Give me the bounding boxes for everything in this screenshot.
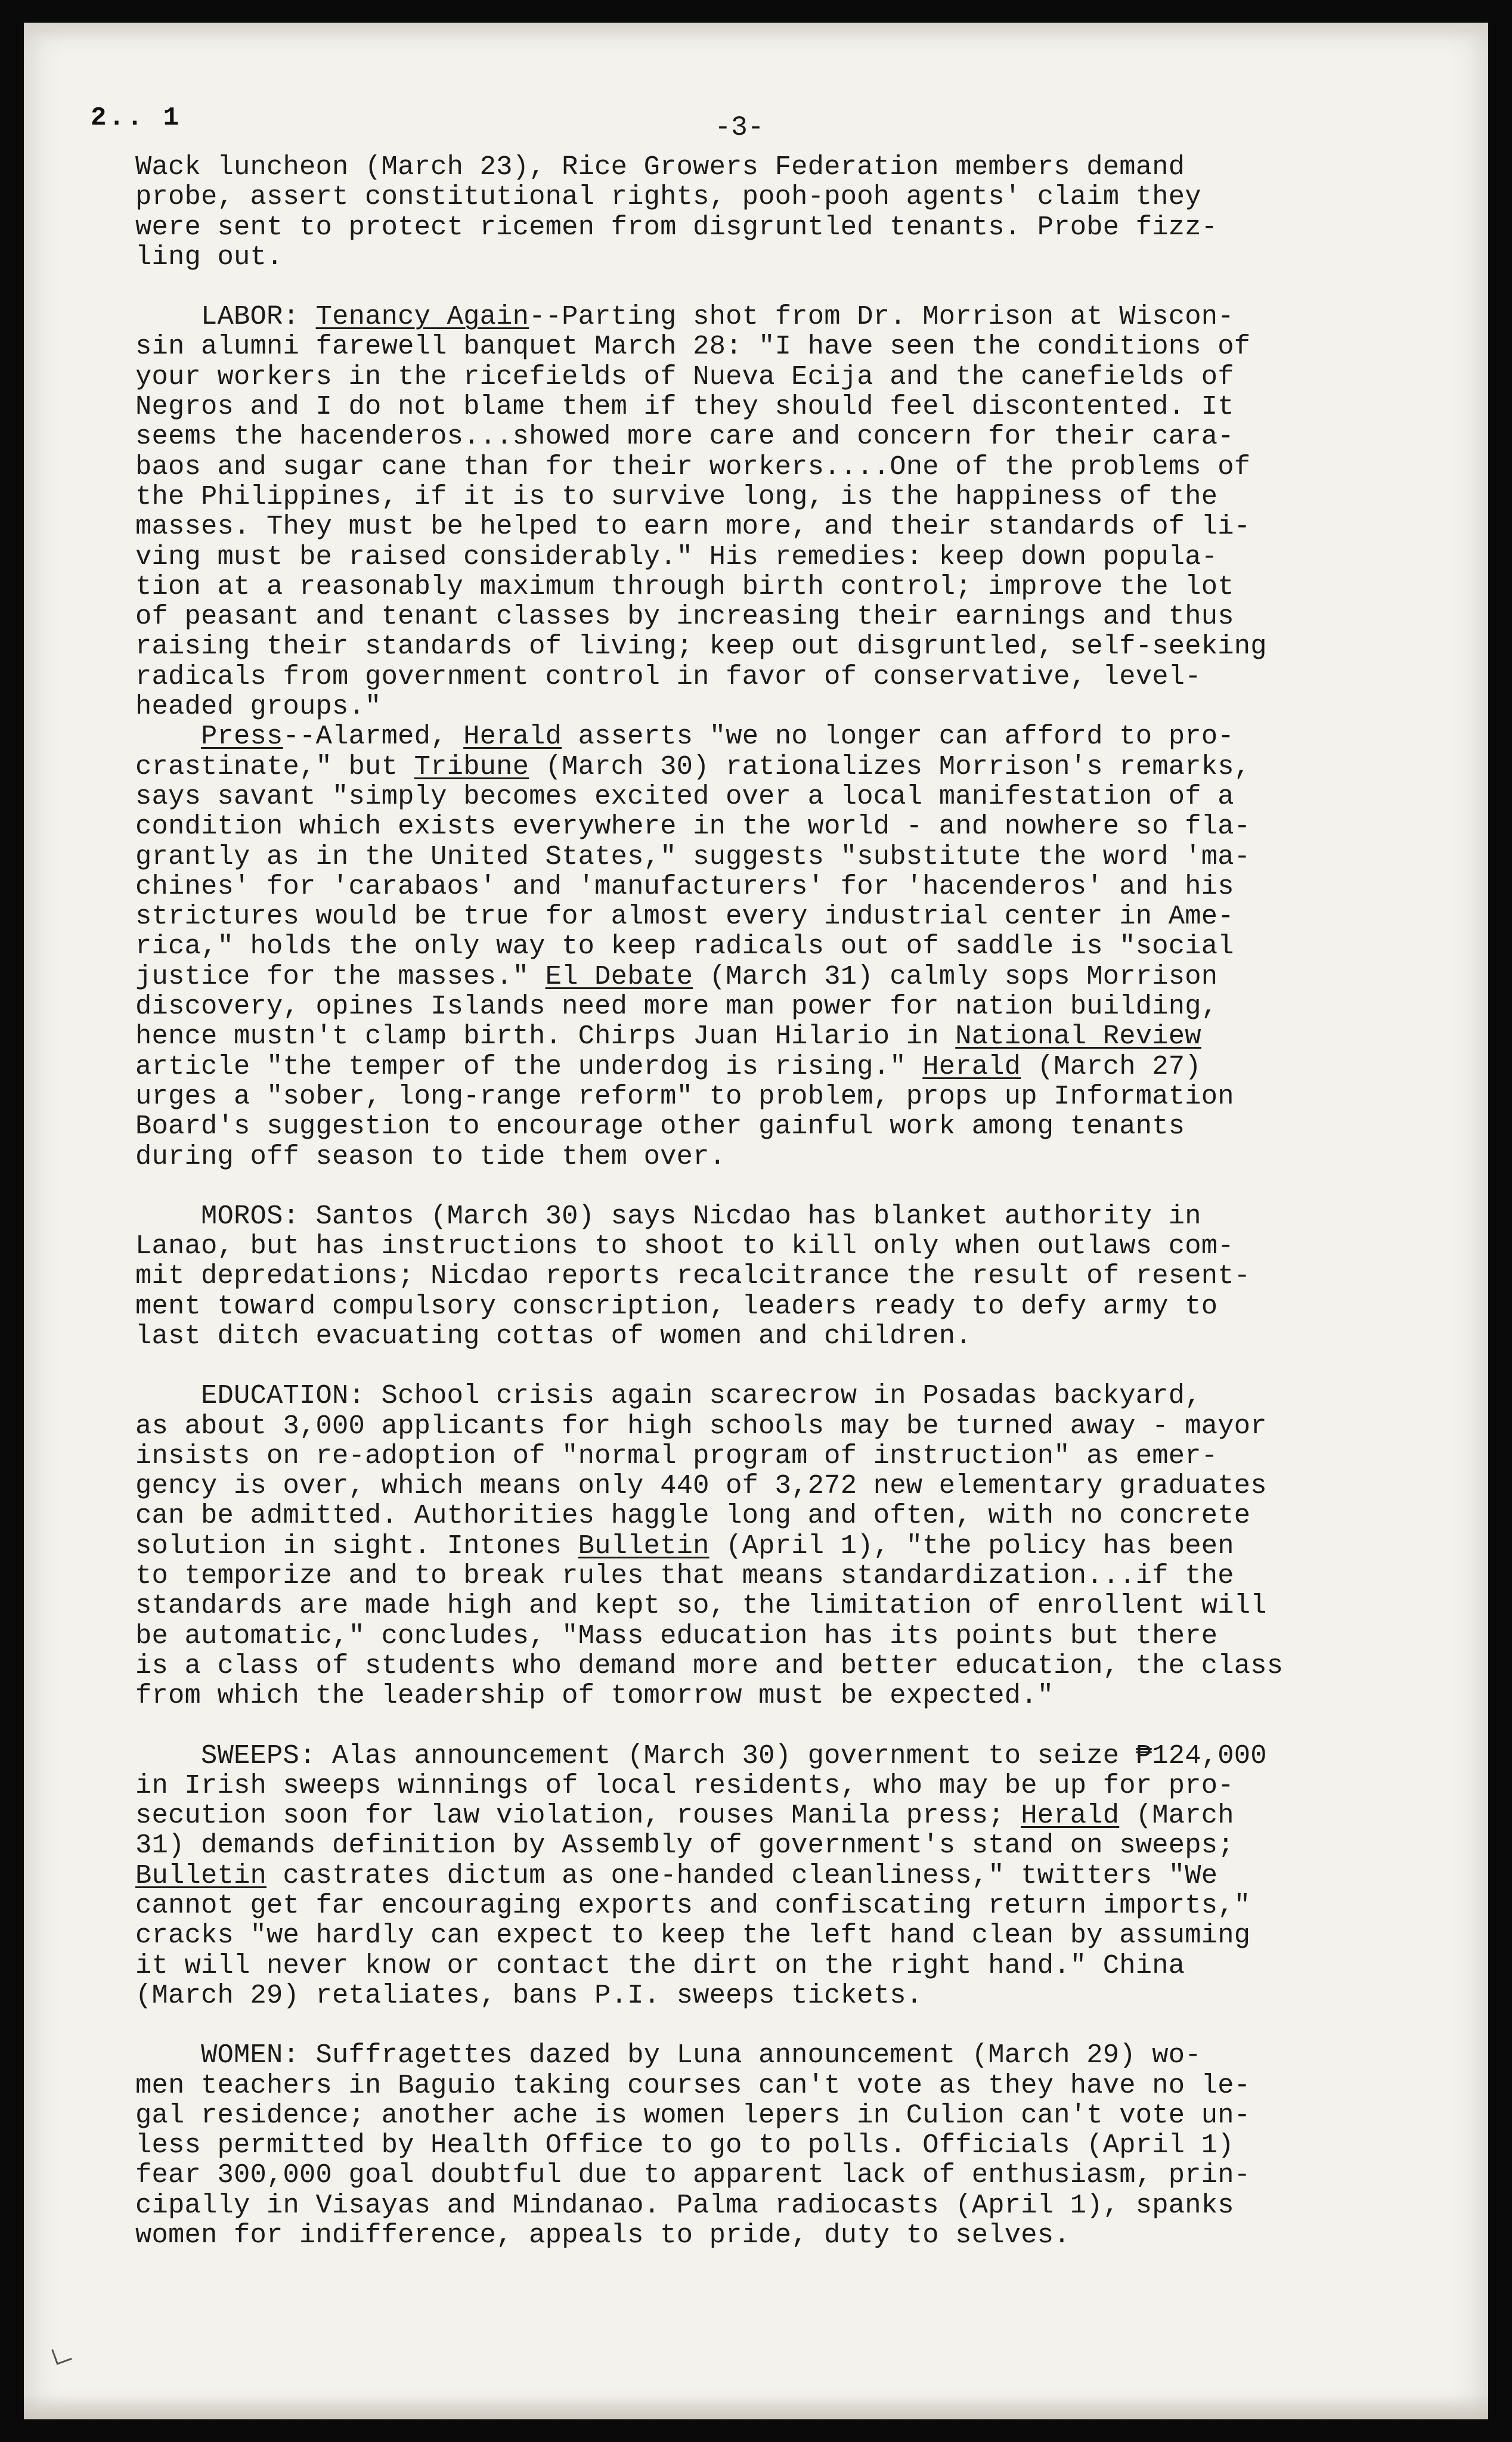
text-line (135, 1920, 1447, 1950)
text-line (135, 1142, 1447, 1172)
text-line (135, 1501, 1447, 1530)
text-line (135, 152, 1447, 182)
text-run: be automatic," concludes, "Mass education has its points but there (135, 1620, 1218, 1651)
text-run: WOMEN: Suffragettes dazed by Luna announcement (March 29) wo- (135, 2040, 1201, 2071)
document-body (135, 152, 1447, 2250)
text-run: (March 29) retaliates, bans P.I. sweeps tickets. (135, 1979, 923, 2011)
text-line (135, 2220, 1447, 2250)
text-line (135, 1861, 1447, 1891)
text-line (135, 1621, 1447, 1651)
text-line (135, 242, 1447, 272)
text-line (135, 362, 1447, 392)
text-run: hence mustn't clamp birth. Chirps Juan Hilario in (135, 1021, 956, 1052)
paragraph-spacer (135, 1711, 1447, 1741)
text-run: 31) demands definition by Assembly of government's stand on sweeps; (135, 1830, 1234, 1861)
text-line (135, 872, 1447, 901)
text-run: secution soon for law violation, rouses Manila press; (135, 1800, 1021, 1832)
text-line (135, 1231, 1447, 1261)
text-run: --Parting shot from Dr. Morrison at Wiscon- (529, 301, 1234, 333)
text-line (135, 1561, 1447, 1591)
text-run: (March 31) calmly sops Morrison (693, 960, 1218, 992)
underlined-title: Herald (463, 721, 562, 752)
text-line (135, 631, 1447, 661)
text-run: grantly as in the United States," suggests "substitute the word 'ma- (135, 841, 1251, 872)
text-run: sin alumni farewell banquet March 28: "I have seen the conditions of (135, 331, 1251, 362)
text-run: probe, assert constitutional rights, pooh-pooh agents' claim they (135, 181, 1201, 213)
text-line (135, 1441, 1447, 1471)
text-line (135, 452, 1447, 482)
text-run: less permitted by Health Office to go to polls. Officials (April 1) (135, 2130, 1234, 2161)
text-run: SWEEPS: Alas announcement (March 30) government to seize ₱124,000 (135, 1740, 1267, 1771)
underlined-title: Bulletin (135, 1860, 267, 1891)
text-line (135, 901, 1447, 931)
text-run: is a class of students who demand more and better education, the class (135, 1650, 1284, 1681)
text-line (135, 1951, 1447, 1981)
text-run: fear 300,000 goal doubtful due to apparent lack of enthusiasm, prin- (135, 2159, 1251, 2191)
text-run: cannot get far encouraging exports and confiscating return imports," (135, 1890, 1251, 1922)
paragraph-sweeps (135, 1741, 1447, 2011)
text-line (135, 1681, 1447, 1710)
text-run: of peasant and tenant classes by increasing their earnings and thus (135, 601, 1234, 633)
text-run: MOROS: Santos (March 30) says Nicdao has blanket authority in (135, 1200, 1201, 1232)
text-line (135, 1081, 1447, 1111)
text-run: Lanao, but has instructions to shoot to kill only when outlaws com- (135, 1231, 1234, 1262)
text-run: --Alarmed, (283, 721, 464, 752)
paragraph-spacer (135, 1351, 1447, 1381)
text-run: urges a "sober, long-range reform" to problem, props up Information (135, 1080, 1234, 1112)
text-run: last ditch evacuating cottas of women and children. (135, 1320, 972, 1352)
text-run: chines' for 'carabaos' and 'manufacturers' for 'hacenderos' and his (135, 870, 1234, 902)
paragraph-moros (135, 1201, 1447, 1351)
text-run: raising their standards of living; keep out disgruntled, self-seeking (135, 631, 1267, 662)
text-run: from which the leadership of tomorrow must be expected." (135, 1680, 1054, 1712)
text-line (135, 1381, 1447, 1411)
text-run: masses. They must be helped to earn more, and their standards of li- (135, 511, 1251, 543)
text-run: justice for the masses." (135, 960, 546, 992)
text-run: insists on re-adoption of "normal program of instruction" as emer- (135, 1440, 1218, 1471)
text-run: says savant "simply becomes excited over a local manifestation of a (135, 780, 1234, 812)
text-line (135, 1591, 1447, 1620)
text-run: it will never know or contact the dirt on the right hand." China (135, 1950, 1185, 1981)
text-line (135, 2130, 1447, 2160)
text-run: women for indifference, appeals to pride, duty to selves. (135, 2220, 1070, 2251)
text-line (135, 811, 1447, 841)
text-line (135, 1651, 1447, 1681)
paragraph-education (135, 1381, 1447, 1710)
text-run: men teachers in Baguio taking courses can't vote as they have no le- (135, 2069, 1251, 2101)
text-line (135, 1531, 1447, 1561)
text-run: ment toward compulsory conscription, leaders ready to defy army to (135, 1290, 1218, 1322)
text-run: standards are made high and kept so, the limitation of enrollent will (135, 1590, 1267, 1622)
text-line (135, 1111, 1447, 1141)
text-line (135, 842, 1447, 872)
underlined-title: Bulletin (578, 1530, 709, 1561)
text-line (135, 2190, 1447, 2220)
underlined-title: Herald (922, 1050, 1021, 1082)
text-run: baos and sugar cane than for their workers....One of the problems of (135, 451, 1251, 482)
underlined-title: Tribune (414, 751, 529, 782)
text-run: strictures would be true for almost every industrial center in Ame- (135, 901, 1234, 932)
text-line (135, 602, 1447, 631)
text-line (135, 2071, 1447, 2100)
text-run: during off season to tide them over. (135, 1141, 726, 1172)
paragraph-spacer (135, 2010, 1447, 2040)
text-line (135, 1021, 1447, 1051)
paragraph-women (135, 2040, 1447, 2250)
fold-mark (51, 2344, 72, 2365)
text-line (135, 1981, 1447, 2010)
text-run: seems the hacenderos...showed more care and concern for their cara- (135, 421, 1234, 453)
text-line (135, 692, 1447, 721)
underlined-title: Press (201, 721, 283, 752)
text-line (135, 752, 1447, 782)
text-run: (April 1), "the policy has been (709, 1530, 1234, 1561)
text-run: Negros and I do not blame them if they should feel discontented. It (135, 391, 1234, 423)
text-run: were sent to protect ricemen from disgruntled tenants. Probe fizz- (135, 211, 1218, 243)
text-run: ving must be raised considerably." His remedies: keep down popula- (135, 541, 1218, 572)
text-line (135, 1741, 1447, 1771)
paragraph-labor (135, 302, 1447, 721)
underlined-title: Tenancy Again (315, 301, 529, 333)
text-line (135, 1411, 1447, 1441)
text-run: asserts "we no longer can afford to pro- (562, 721, 1234, 752)
text-run: cracks "we hardly can expect to keep the left hand clean by assuming (135, 1920, 1251, 1951)
text-line (135, 1471, 1447, 1501)
text-line (135, 1261, 1447, 1291)
corner-mark-text: 2.. 1 (91, 103, 182, 133)
text-line (135, 212, 1447, 242)
scan-edge-bottom (24, 2395, 1488, 2419)
paragraph-spacer (135, 1172, 1447, 1201)
paragraph-continuation (135, 152, 1447, 272)
text-run: Board's suggestion to encourage other gainful work among tenants (135, 1111, 1185, 1142)
text-run: (March 27) (1021, 1050, 1201, 1082)
text-line (135, 392, 1447, 422)
text-line (135, 721, 1447, 751)
text-line (135, 422, 1447, 451)
text-line (135, 782, 1447, 811)
text-run: crastinate," but (135, 751, 414, 782)
text-line (135, 1291, 1447, 1321)
text-line (135, 1201, 1447, 1231)
text-line (135, 1052, 1447, 1081)
text-run: ling out. (135, 241, 283, 272)
text-run: headed groups." (135, 691, 382, 723)
text-run: gency is over, which means only 440 of 3,272 new elementary graduates (135, 1470, 1267, 1502)
text-run: the Philippines, if it is to survive long, is the happiness of the (135, 481, 1218, 512)
text-line (135, 2100, 1447, 2130)
text-run: castrates dictum as one-handed cleanliness," twitters "We (267, 1860, 1218, 1891)
text-run: LABOR: (135, 301, 316, 333)
text-run: tion at a reasonably maximum through birth control; improve the lot (135, 571, 1234, 602)
text-run: condition which exists everywhere in the world - and nowhere so fla- (135, 811, 1251, 842)
text-line (135, 931, 1447, 961)
paragraph-press (135, 721, 1447, 1171)
text-run: article "the temper of the underdog is rising." (135, 1050, 923, 1082)
text-line (135, 302, 1447, 331)
text-line (135, 542, 1447, 572)
text-run: your workers in the ricefields of Nueva Ecija and the canefields of (135, 361, 1234, 392)
underlined-title: El Debate (545, 960, 693, 992)
text-line (135, 482, 1447, 512)
text-line (135, 572, 1447, 602)
text-run: radicals from government control in favor of conservative, level- (135, 661, 1201, 692)
text-run: Wack luncheon (March 23), Rice Growers Federation members demand (135, 151, 1185, 182)
text-line (135, 1830, 1447, 1860)
text-run: cipally in Visayas and Mindanao. Palma radiocasts (April 1), spanks (135, 2189, 1234, 2221)
text-run (135, 721, 201, 752)
text-line (135, 1891, 1447, 1920)
text-run: mit depredations; Nicdao reports recalcitrance the result of resent- (135, 1260, 1251, 1292)
text-run: rica," holds the only way to keep radicals out of saddle is "social (135, 931, 1234, 962)
text-line (135, 331, 1447, 361)
paragraph-spacer (135, 272, 1447, 302)
text-run: in Irish sweeps winnings of local residents, who may be up for pro- (135, 1769, 1234, 1801)
text-run: discovery, opines Islands need more man power for nation building, (135, 991, 1218, 1022)
text-line (135, 1800, 1447, 1830)
text-line (135, 512, 1447, 541)
text-line (135, 1771, 1447, 1800)
text-line (135, 2160, 1447, 2190)
text-run: gal residence; another ache is women lepers in Culion can't vote un- (135, 2099, 1251, 2131)
page-number: -3- (714, 112, 764, 143)
text-run: as about 3,000 applicants for high schools may be turned away - mayor (135, 1410, 1267, 1442)
text-run: EDUCATION: School crisis again scarecrow in Posadas backyard, (135, 1380, 1201, 1412)
text-line (135, 1321, 1447, 1351)
text-run: (March 30) rationalizes Morrison's remarks, (529, 751, 1251, 782)
text-line (135, 662, 1447, 692)
text-line (135, 182, 1447, 212)
underlined-title: Herald (1021, 1800, 1120, 1832)
underlined-title: National Review (955, 1021, 1201, 1052)
text-run: solution in sight. Intones (135, 1530, 578, 1561)
text-run: can be admitted. Authorities haggle long and often, with no concrete (135, 1500, 1251, 1532)
text-line (135, 962, 1447, 991)
scan-edge-top (24, 23, 1488, 41)
text-run: to temporize and to break rules that means standardization...if the (135, 1560, 1234, 1592)
text-line (135, 2040, 1447, 2070)
text-run: (March (1119, 1800, 1234, 1832)
text-line (135, 991, 1447, 1021)
